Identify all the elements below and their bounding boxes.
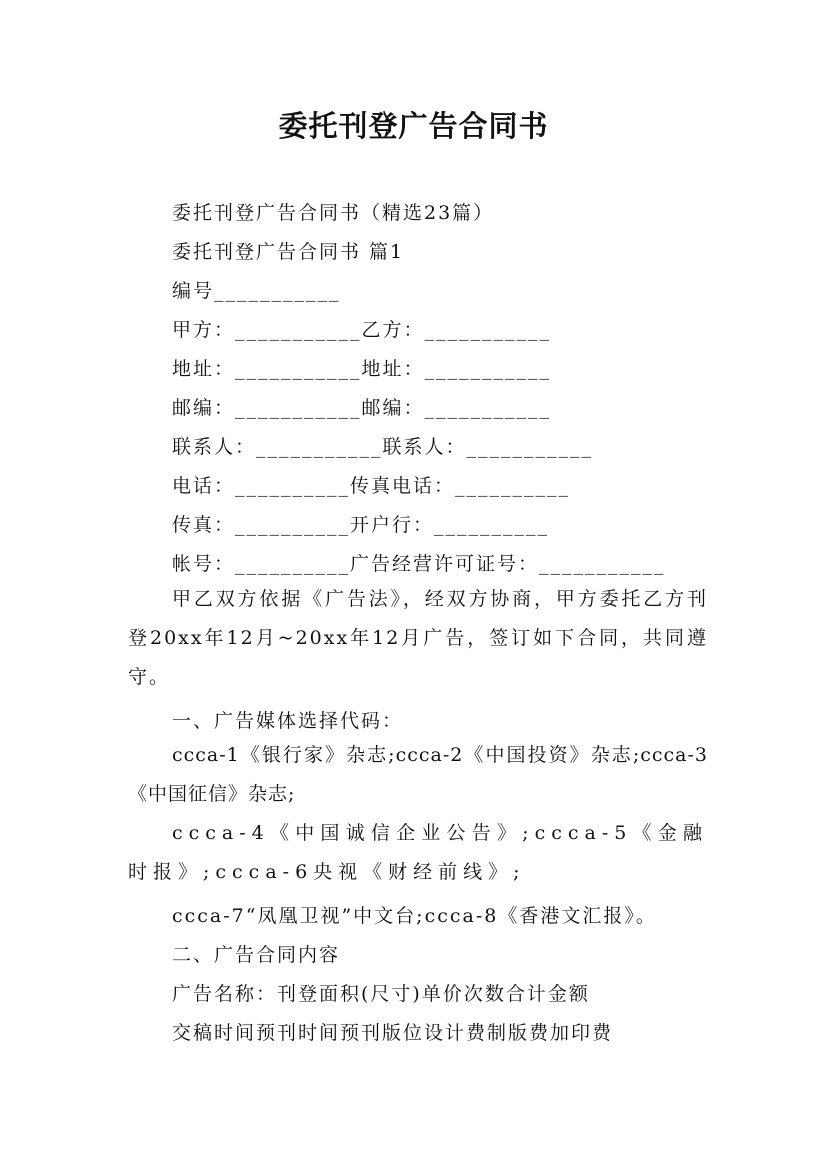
field-account: 帐号：__________广告经营许可证号：___________ — [172, 553, 666, 575]
clause1-media-paragraph-2: ccca-4《中国诚信企业公告》;ccca-5《金融时报》;ccca-6央视《财经前线》; — [128, 822, 708, 883]
document-title: 委托刊登广告合同书 — [278, 109, 549, 143]
field-contact: 联系人：___________联系人：___________ — [172, 436, 594, 458]
clause2-row-1: 广告名称：刊登面积(尺寸)单价次数合计金额 — [172, 983, 590, 1005]
clause1-media-paragraph-3: ccca-7“凤凰卫视”中文台;ccca-8《香港文汇报》。 — [172, 905, 657, 927]
field-parties: 甲方：___________乙方：___________ — [172, 319, 552, 341]
field-fax: 传真：__________开户行：__________ — [172, 514, 550, 536]
clause2-heading: 二、广告合同内容 — [172, 944, 341, 966]
section-heading: 委托刊登广告合同书 篇1 — [172, 241, 405, 263]
field-phone: 电话：__________传真电话：__________ — [172, 475, 571, 497]
clause2-row-2: 交稿时间预刊时间预刊版位设计费制版费加印费 — [172, 1022, 614, 1044]
field-number: 编号___________ — [172, 280, 341, 302]
clause1-media-paragraph-1: ccca-1《银行家》杂志;ccca-2《中国投资》杂志;ccca-3《中国征信》杂志; — [128, 744, 708, 805]
field-address: 地址：___________地址：___________ — [172, 358, 552, 380]
intro-paragraph: 甲乙双方依据《广告法》，经双方协商，甲方委托乙方刊登20xx年12月~20xx年12月广告，签订如下合同，共同遵守。 — [128, 588, 708, 688]
clause1-heading: 一、广告媒体选择代码： — [172, 710, 404, 732]
field-postcode: 邮编：___________邮编：___________ — [172, 397, 552, 419]
document-subtitle: 委托刊登广告合同书（精选23篇） — [172, 202, 495, 224]
